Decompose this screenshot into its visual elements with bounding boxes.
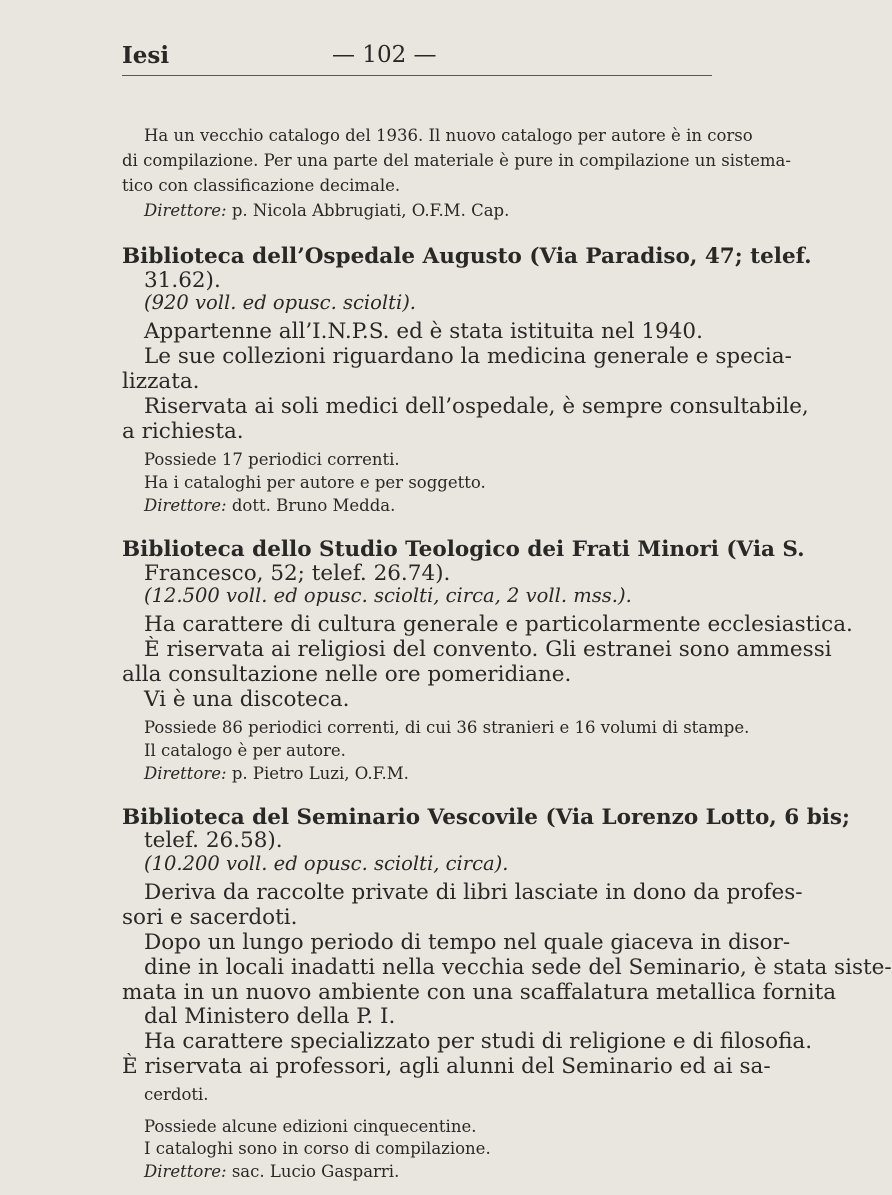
director-label: Direttore: — [144, 1162, 227, 1182]
entry-body-line: alla consultazione nelle ore pomeridiane. — [122, 661, 572, 687]
entry-body-line: dine in locali inadatti nella vecchia sede del Seminario, è stata siste- — [144, 954, 892, 980]
header-rule — [122, 75, 712, 76]
entry-note: Possiede 86 periodici correnti, di cui 36 stranieri e 16 volumi di stampe. — [144, 717, 750, 737]
entry-address-cont: 31.62). — [144, 267, 221, 293]
director-line — [144, 496, 395, 515]
running-header — [122, 40, 712, 74]
director-name: dott. Bruno Medda. — [231, 495, 396, 515]
header-place: Iesi — [122, 42, 170, 69]
entry-note: Ha i cataloghi per autore e per soggetto. — [144, 472, 486, 492]
director-line — [144, 764, 409, 783]
entry-body-line: dal Ministero della P. I. — [144, 1004, 396, 1030]
entry-body-line: Ha carattere di cultura generale e particolarmente ecclesiastica. — [144, 612, 853, 638]
entry-address-cont: Francesco, 52; telef. 26.74). — [144, 560, 451, 586]
director-label: Direttore: — [144, 495, 227, 515]
entry-title-line — [122, 536, 805, 562]
entry-title: Biblioteca dell’Ospedale Augusto (Via Paradiso, 47; telef. — [122, 244, 812, 270]
entry-body-line: Vi è una discoteca. — [144, 686, 350, 712]
entry-title-line — [122, 804, 850, 830]
director-label: Direttore: — [144, 763, 227, 783]
entry-body-line: cerdoti. — [144, 1085, 209, 1105]
entry-address-cont: telef. 26.58). — [144, 828, 283, 854]
entry-note: Il catalogo è per autore. — [144, 740, 346, 760]
director-name: p. Nicola Abbrugiati, O.F.M. Cap. — [231, 200, 510, 220]
entry-body-line: a richiesta. — [122, 418, 244, 444]
entry-body-line: Dopo un lungo periodo di tempo nel quale giaceva in disor- — [144, 929, 791, 955]
entry-body-line: È riservata ai religiosi del convento. Gli estranei sono ammessi — [144, 636, 832, 662]
entry-title: Biblioteca dello Studio Teologico dei Frati Minori (Via S. — [122, 536, 805, 562]
entry-note: Possiede 17 periodici correnti. — [144, 450, 400, 470]
director-line — [144, 201, 509, 220]
director-name: p. Pietro Luzi, O.F.M. — [231, 763, 409, 783]
intro-line: tico con classificazione decimale. — [122, 175, 401, 195]
entry-body-line: È riservata ai professori, agli alunni del Seminario ed ai sa- — [122, 1054, 771, 1080]
page-number: — 102 — — [332, 42, 437, 68]
entry-body-line: Riservata ai soli medici dell’ospedale, è sempre consultabile, — [144, 393, 809, 419]
entry-body-line: mata in un nuovo ambiente con una scaffalatura metallica fornita — [122, 979, 837, 1005]
director-line — [144, 1162, 399, 1181]
intro-line: Ha un vecchio catalogo del 1936. Il nuovo catalogo per autore è in corso — [144, 126, 753, 145]
director-label: Direttore: — [144, 200, 227, 220]
entry-holdings: (10.200 voll. ed opusc. sciolti, circa). — [144, 852, 509, 876]
entry-body-line: Appartenne all’I.N.P.S. ed è stata istituita nel 1940. — [144, 319, 703, 345]
entry-title: Biblioteca del Seminario Vescovile (Via Lorenzo Lotto, 6 bis; — [122, 804, 850, 830]
intro-line: di compilazione. Per una parte del materiale è pure in compilazione un sistema- — [122, 150, 791, 170]
entry-body-line: Le sue collezioni riguardano la medicina generale e specia- — [144, 344, 792, 370]
entry-body-line: Deriva da raccolte private di libri lasciate in dono da profes- — [144, 879, 803, 905]
entry-holdings: (12.500 voll. ed opusc. sciolti, circa, 2 voll. mss.). — [144, 584, 632, 608]
entry-holdings: (920 voll. ed opusc. sciolti). — [144, 291, 417, 315]
entry-body-line: sori e sacerdoti. — [122, 904, 298, 930]
director-name: sac. Lucio Gasparri. — [231, 1162, 400, 1182]
entry-title-line — [122, 244, 812, 270]
entry-body-line: Ha carattere specializzato per studi di religione e di filosofia. — [144, 1029, 813, 1055]
entry-note: Possiede alcune edizioni cinquecentine. — [144, 1116, 477, 1136]
entry-note: I cataloghi sono in corso di compilazione. — [144, 1139, 491, 1159]
entry-body-line: lizzata. — [122, 369, 200, 395]
